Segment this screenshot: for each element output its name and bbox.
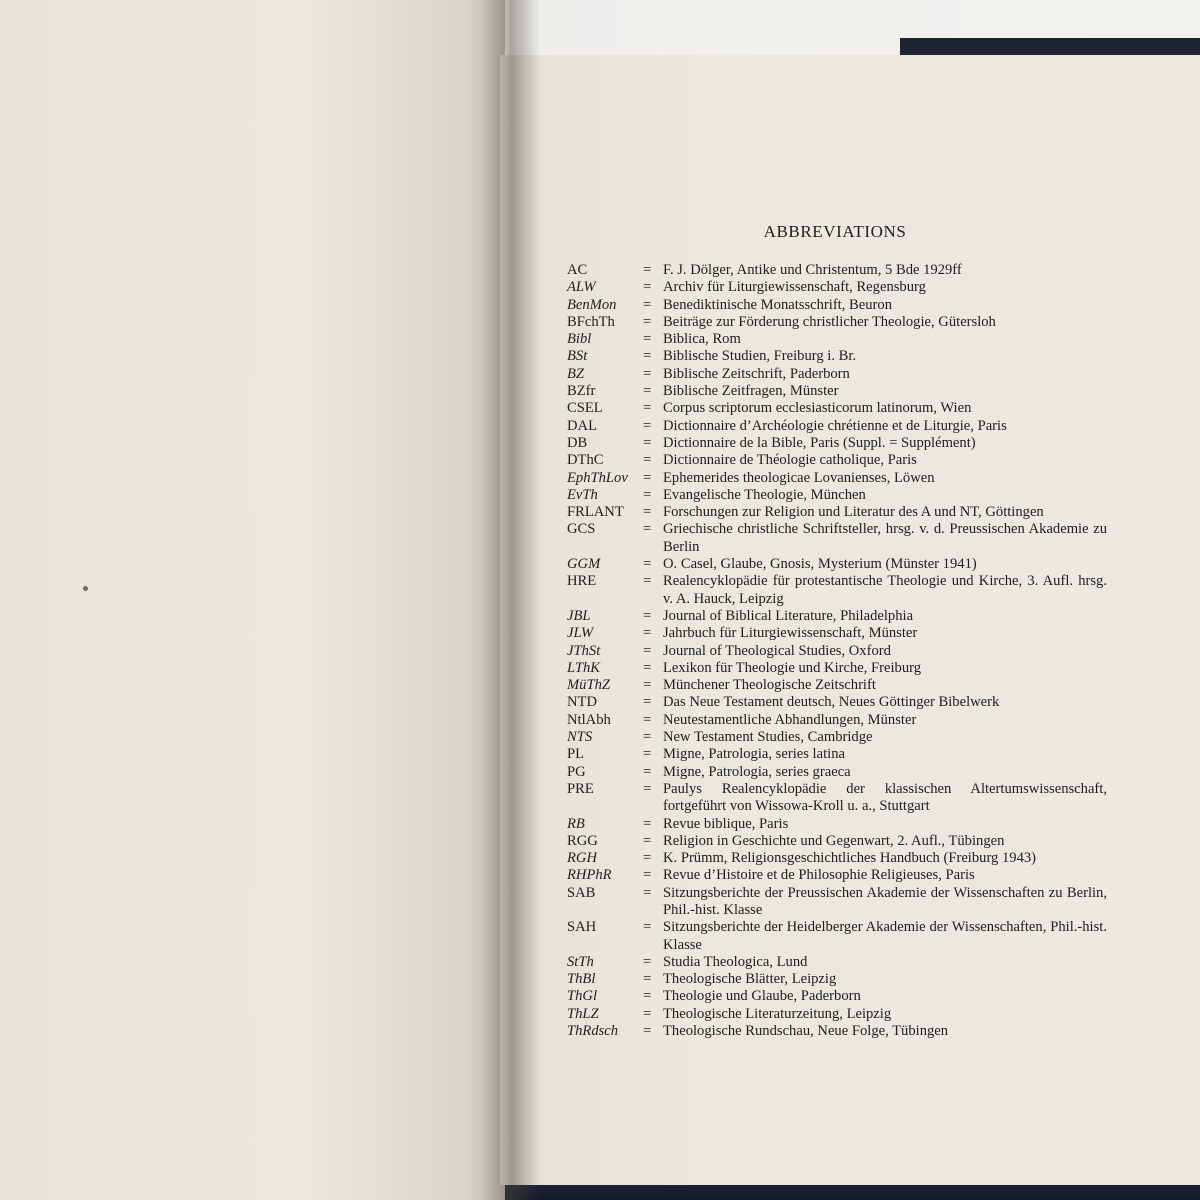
equals-sign: = [643,867,652,884]
equals-sign: = [643,1005,652,1022]
list-item [567,971,1107,988]
abbreviation-expansion: Theologie und Glaube, Paderborn [663,988,861,1005]
equals-sign: = [643,971,652,988]
abbreviation-term: BZ [567,365,585,382]
equals-sign: = [643,279,652,296]
list-item [567,470,1107,487]
abbreviation-expansion: Theologische Literaturzeitung, Leipzig [663,1005,892,1022]
equals-sign: = [643,850,652,867]
abbreviation-term: CSEL [567,400,603,417]
equals-sign: = [643,659,652,676]
abbreviation-term: ThGl [567,988,598,1005]
abbreviation-expansion: Biblica, Rom [663,331,741,348]
abbreviation-term: BZfr [567,383,596,400]
list-item [567,729,1107,746]
abbreviation-term: BFchTh [567,313,615,330]
list-item [567,556,1107,573]
equals-sign: = [643,521,652,538]
abbreviation-expansion: Dictionnaire d’Archéologie chrétienne et de Liturgie, Paris [663,417,1007,434]
list-item [567,885,1107,920]
equals-sign: = [643,262,652,278]
abbreviation-expansion: Forschungen zur Religion und Literatur des A und NT, Göttingen [663,504,1044,521]
equals-sign: = [643,417,652,434]
abbreviation-expansion: Ephemerides theologicae Lovanienses, Löwen [663,469,935,486]
abbreviation-expansion: Studia Theologica, Lund [663,953,808,970]
abbreviation-term: PL [567,746,585,763]
list-item [567,677,1107,694]
abbreviation-term: ThBl [567,971,596,988]
list-item [567,608,1107,625]
abbreviation-expansion: O. Casel, Glaube, Gnosis, Mysterium (Münster 1941) [663,556,977,573]
list-item [567,712,1107,729]
abbreviation-term: ThRdsch [567,1023,619,1040]
abbreviation-term: JLW [567,625,594,642]
list-item [567,504,1107,521]
list-item [567,418,1107,435]
abbreviation-expansion: Münchener Theologische Zeitschrift [663,677,876,694]
equals-sign: = [643,919,652,936]
abbreviation-expansion: Revue d’Histoire et de Philosophie Religieuses, Paris [663,867,975,884]
abbreviation-expansion: Theologische Blätter, Leipzig [663,971,837,988]
list-item [567,521,1107,556]
abbreviation-term: AC [567,262,588,278]
equals-sign: = [643,556,652,573]
equals-sign: = [643,746,652,763]
abbreviation-term: PG [567,763,586,780]
list-item [567,833,1107,850]
abbreviation-expansion: Evangelische Theologie, München [663,486,866,503]
abbreviation-expansion: Migne, Patrologia, series latina [663,746,845,763]
list-item [567,487,1107,504]
abbreviation-term: EphThLov [567,469,628,486]
abbreviation-expansion: Revue biblique, Paris [663,815,789,832]
abbreviation-term: BenMon [567,296,617,313]
equals-sign: = [643,884,652,901]
equals-sign: = [643,313,652,330]
abbreviation-term: HRE [567,573,597,590]
abbreviation-term: DThC [567,452,604,469]
equals-sign: = [643,486,652,503]
abbreviation-expansion: Journal of Theological Studies, Oxford [663,642,891,659]
list-item [567,1023,1107,1040]
list-item [567,746,1107,763]
abbreviation-expansion: Biblische Zeitschrift, Paderborn [663,365,850,382]
list-item [567,816,1107,833]
abbreviation-term: NtlAbh [567,711,611,728]
left-page [0,0,505,1200]
list-item [567,867,1107,884]
abbreviation-expansion: Sitzungsberichte der Heidelberger Akademie der Wissenschaften, Phil.-hist. Klasse [663,919,1107,953]
equals-sign: = [643,296,652,313]
abbreviation-expansion: Migne, Patrologia, series graeca [663,763,851,780]
list-item [567,400,1107,417]
equals-sign: = [643,677,652,694]
equals-sign: = [643,832,652,849]
abbreviation-term: JBL [567,607,591,624]
abbreviation-term: PRE [567,780,594,797]
abbreviation-expansion: Lexikon für Theologie und Kirche, Freiburg [663,659,922,676]
abbreviation-term: LThK [567,659,600,676]
abbreviation-term: RGG [567,832,598,849]
abbreviation-term: EvTh [567,486,598,503]
abbreviation-term: FRLANT [567,504,624,521]
equals-sign: = [643,988,652,1005]
list-item [567,314,1107,331]
abbreviation-expansion: Sitzungsberichte der Preussischen Akademie der Wissenschaften zu Berlin, Phil.-hist. Klasse [663,884,1107,918]
equals-sign: = [643,383,652,400]
abbreviation-expansion: Theologische Rundschau, Neue Folge, Tübingen [663,1023,949,1040]
equals-sign: = [643,504,652,521]
abbreviation-expansion: Jahrbuch für Liturgiewissenschaft, Münster [663,625,918,642]
equals-sign: = [643,607,652,624]
list-item [567,988,1107,1005]
list-item [567,383,1107,400]
abbreviation-term: GGM [567,556,601,573]
abbreviation-term: JThSt [567,642,601,659]
abbreviation-term: ALW [567,279,596,296]
equals-sign: = [643,763,652,780]
abbreviation-term: StTh [567,953,594,970]
list-item [567,297,1107,314]
abbreviation-term: NTS [567,729,593,746]
abbreviation-term: NTD [567,694,597,711]
equals-sign: = [643,815,652,832]
abbreviation-term: BSt [567,348,588,365]
abbreviation-term: RHPhR [567,867,612,884]
list-item [567,348,1107,365]
abbreviation-term: SAB [567,884,596,901]
equals-sign: = [643,331,652,348]
abbreviation-list [567,262,1107,1040]
equals-sign: = [643,953,652,970]
abbreviation-expansion: Beiträge zur Förderung christlicher Theologie, Gütersloh [663,313,996,330]
abbreviation-expansion: New Testament Studies, Cambridge [663,729,873,746]
equals-sign: = [643,573,652,590]
list-item [567,764,1107,781]
abbreviation-expansion: Corpus scriptorum ecclesiasticorum latinorum, Wien [663,400,972,417]
list-item [567,279,1107,296]
equals-sign: = [643,642,652,659]
page-title: ABBREVIATIONS [763,222,907,241]
abbreviation-term: RB [567,815,585,832]
abbreviation-term: RGH [567,850,597,867]
abbreviation-expansion: Dictionnaire de la Bible, Paris (Suppl. = Supplément) [663,434,976,451]
equals-sign: = [643,452,652,469]
list-item [567,573,1107,608]
equals-sign: = [643,1023,652,1040]
equals-sign: = [643,434,652,451]
list-item [567,954,1107,971]
equals-sign: = [643,400,652,417]
list-item [567,435,1107,452]
abbreviation-term: ThLZ [567,1005,599,1022]
list-item [567,643,1107,660]
list-item [567,452,1107,469]
list-item [567,625,1107,642]
abbreviation-expansion: Religion in Geschichte und Gegenwart, 2. Aufl., Tübingen [663,832,1005,849]
list-item [567,919,1107,954]
equals-sign: = [643,365,652,382]
abbreviation-expansion: Archiv für Liturgiewissenschaft, Regensburg [663,279,926,296]
abbreviation-expansion: Biblische Studien, Freiburg i. Br. [663,348,857,365]
list-item [567,694,1107,711]
list-item [567,781,1107,816]
abbreviation-term: MüThZ [567,677,610,694]
abbreviation-expansion: Neutestamentliche Abhandlungen, Münster [663,711,917,728]
abbreviation-expansion: Dictionnaire de Théologie catholique, Paris [663,452,917,469]
abbreviation-term: Bibl [567,331,592,348]
abbreviation-expansion: Benediktinische Monatsschrift, Beuron [663,296,892,313]
list-item [567,660,1107,677]
list-item [567,331,1107,348]
list-item [567,262,1107,279]
equals-sign: = [643,469,652,486]
abbreviation-term: DAL [567,417,597,434]
abbreviation-term: GCS [567,521,596,538]
abbreviation-expansion: Das Neue Testament deutsch, Neues Göttinger Bibelwerk [663,694,1000,711]
list-item [567,850,1107,867]
abbreviation-term: DB [567,434,588,451]
equals-sign: = [643,625,652,642]
book-gutter [480,0,540,1200]
abbreviation-term: SAH [567,919,597,936]
abbreviation-expansion: F. J. Dölger, Antike und Christentum, 5 Bde 1929ff [663,262,962,278]
equals-sign: = [643,780,652,797]
equals-sign: = [643,711,652,728]
abbreviation-expansion: Biblische Zeitfragen, Münster [663,383,839,400]
equals-sign: = [643,694,652,711]
abbreviation-expansion: Paulys Realencyklopädie der klassischen Altertumswissenschaft, fortgeführt von Wissowa-Kroll u. a., Stuttgart [663,780,1107,815]
abbreviation-expansion: Realencyklopädie für protestantische Theologie und Kirche, 3. Aufl. hrsg. v. A. Hauck, Leipzig [663,573,1107,607]
equals-sign: = [643,729,652,746]
paper-speck [83,586,88,591]
equals-sign: = [643,348,652,365]
abbreviation-expansion: Griechische christliche Schriftsteller, hrsg. v. d. Preussischen Akademie zu Berlin [663,521,1107,555]
list-item [567,366,1107,383]
abbreviation-expansion: Journal of Biblical Literature, Philadelphia [663,607,914,624]
abbreviation-expansion: K. Prümm, Religionsgeschichtliches Handbuch (Freiburg 1943) [663,850,1037,867]
list-item [567,1006,1107,1023]
